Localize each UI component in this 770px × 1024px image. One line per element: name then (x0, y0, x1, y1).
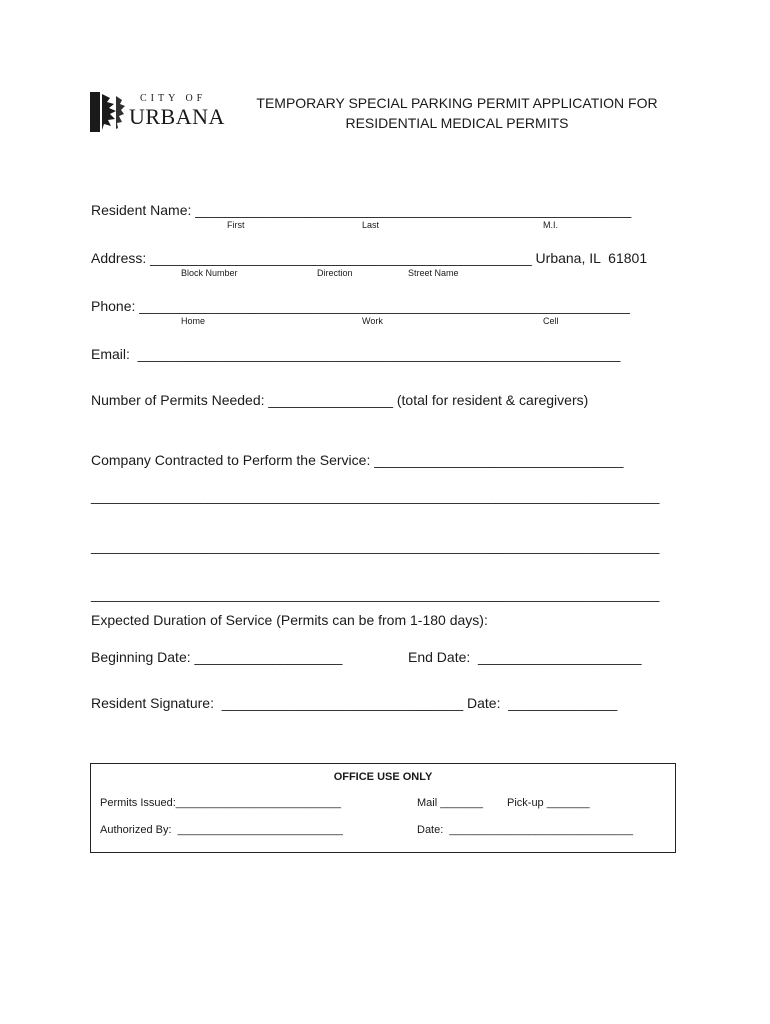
permits-issued-field[interactable]: Permits Issued:___________________________ (100, 797, 341, 809)
resident-name-last-caption: Last (362, 220, 380, 230)
company-line-2[interactable]: _________________________________________________________________________ (91, 488, 660, 504)
form-title-line1: TEMPORARY SPECIAL PARKING PERMIT APPLICATION FOR (256, 95, 658, 111)
permits-needed-field[interactable]: Number of Permits Needed: ________________ (total for resident & caregivers) (91, 392, 589, 408)
company-line-4[interactable]: _________________________________________________________________________ (91, 586, 660, 602)
duration-heading: Expected Duration of Service (Permits can be from 1-180 days): (91, 612, 488, 628)
resident-name-mi-caption: M.I. (543, 220, 558, 230)
address-field[interactable]: Address: _________________________________________________ Urbana, IL 61801 (91, 250, 648, 266)
company-line-3[interactable]: _________________________________________________________________________ (91, 538, 660, 554)
mail-field[interactable]: Mail _______ (417, 797, 484, 809)
resident-signature-field[interactable]: Resident Signature: _______________________________ Date: ______________ (91, 695, 618, 711)
office-date-field[interactable]: Date: ______________________________ (417, 824, 633, 836)
office-use-box (90, 763, 676, 853)
resident-name-first-caption: First (227, 220, 245, 230)
authorized-by-field[interactable]: Authorized By: ___________________________ (100, 824, 343, 836)
logo-urbana-text: URBANA (129, 104, 225, 129)
pickup-field[interactable]: Pick-up _______ (507, 797, 590, 809)
email-field[interactable]: Email: ______________________________________________________________ (91, 346, 621, 362)
address-direction-caption: Direction (317, 268, 353, 278)
phone-field[interactable]: Phone: _______________________________________________________________ (91, 298, 630, 314)
phone-home-caption: Home (181, 316, 206, 326)
end-date-field[interactable]: End Date: _____________________ (408, 649, 642, 665)
phone-work-caption: Work (362, 316, 383, 326)
oak-leaf-logo-icon (90, 92, 126, 132)
resident-name-field[interactable]: Resident Name: ________________________________________________________ (91, 202, 632, 218)
beginning-date-field[interactable]: Beginning Date: ___________________ (91, 649, 343, 665)
form-title-line2: RESIDENTIAL MEDICAL PERMITS (345, 115, 569, 131)
company-field[interactable]: Company Contracted to Perform the Service: ________________________________ (91, 452, 624, 468)
phone-cell-caption: Cell (543, 316, 559, 326)
logo-city-of-text: CITY OF (140, 93, 207, 104)
office-use-heading: OFFICE USE ONLY (333, 771, 433, 783)
address-street-name-caption: Street Name (408, 268, 459, 278)
address-block-number-caption: Block Number (181, 268, 238, 278)
